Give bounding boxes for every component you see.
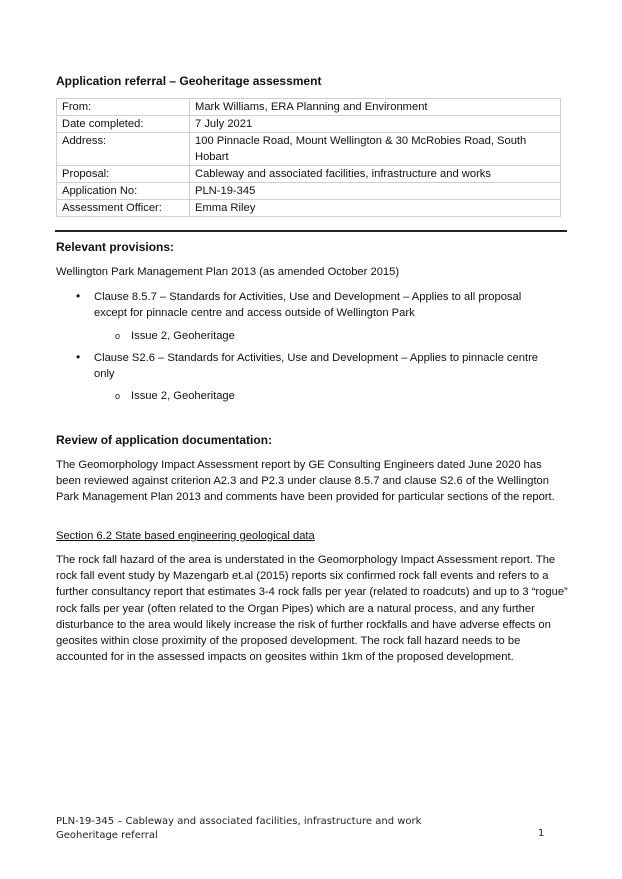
- footer-line: PLN-19-345 – Cableway and associated facilities, infrastructure and work: [56, 816, 422, 827]
- referral-details-table: [56, 98, 561, 217]
- row-value: Emma Riley: [190, 200, 561, 217]
- section-heading: Section 6.2 State based engineering geological data: [56, 530, 315, 542]
- table-row: [57, 183, 561, 200]
- table-row: [57, 116, 561, 133]
- row-label: Proposal:: [57, 166, 190, 183]
- row-label: Application No:: [57, 183, 190, 200]
- row-value: Cableway and associated facilities, infrastructure and works: [190, 166, 561, 183]
- page-number: 1: [538, 828, 545, 839]
- provision-subitem: Issue 2, Geoheritage: [131, 390, 235, 402]
- row-value: Mark Williams, ERA Planning and Environment: [190, 99, 561, 116]
- row-value: 7 July 2021: [190, 116, 561, 133]
- review-heading: Review of application documentation:: [56, 433, 273, 447]
- review-intro: The Geomorphology Impact Assessment report by GE Consulting Engineers dated June 2020 has been reviewed against criterion A2.3 and P2.3 under clause 8.5.7 and clause S2.6 of the Wellington Park Management Plan 2013 and comments have been provided for particular sections of the report.: [56, 459, 555, 504]
- row-value: 100 Pinnacle Road, Mount Wellington & 30 McRobies Road, South Hobart: [190, 133, 561, 166]
- sub-bullet-icon: o: [115, 391, 121, 401]
- table-row: [57, 133, 561, 166]
- sub-bullet-icon: o: [115, 331, 121, 341]
- section-divider: [55, 230, 567, 232]
- provision-item: Clause 8.5.7 – Standards for Activities, Use and Development – Applies to all proposal except for pinnacle centre and access outside of Wellington Park: [94, 291, 522, 320]
- provisions-heading: Relevant provisions:: [56, 240, 175, 254]
- provision-subitem: Issue 2, Geoheritage: [131, 330, 235, 342]
- footer-line: Geoheritage referral: [56, 830, 158, 841]
- row-label: From:: [57, 99, 190, 116]
- bullet-icon: •: [76, 289, 81, 303]
- section-body: The rock fall hazard of the area is understated in the Geomorphology Impact Assessment report. The rock fall event study by Mazengarb et.al (2015) reports six confirmed rock fall events and refers to a further consultancy report that estimates 3-4 rock falls per year (related to roadcuts) and up to 3 “rogue” rock falls per year (often related to the Organ Pipes) which are a natural process, and any further disturbance to the area would likely increase the risk of further rockfalls and have adverse effects on geosites within close proximity of the proposed development. The rock fall hazard needs to be accounted for in the assessed impacts on geosites within 1km of the proposed development.: [56, 554, 568, 664]
- table-row: [57, 166, 561, 183]
- plan-reference: Wellington Park Management Plan 2013 (as amended October 2015): [56, 266, 400, 278]
- row-label: Date completed:: [57, 116, 190, 133]
- table-row: [57, 99, 561, 116]
- document-title: Application referral – Geoheritage assessment: [56, 74, 322, 88]
- table-row: [57, 200, 561, 217]
- row-label: Assessment Officer:: [57, 200, 190, 217]
- row-label: Address:: [57, 133, 190, 166]
- provision-item: Clause S2.6 – Standards for Activities, Use and Development – Applies to pinnacle centre only: [94, 352, 539, 381]
- bullet-icon: •: [76, 350, 81, 364]
- row-value: PLN-19-345: [190, 183, 561, 200]
